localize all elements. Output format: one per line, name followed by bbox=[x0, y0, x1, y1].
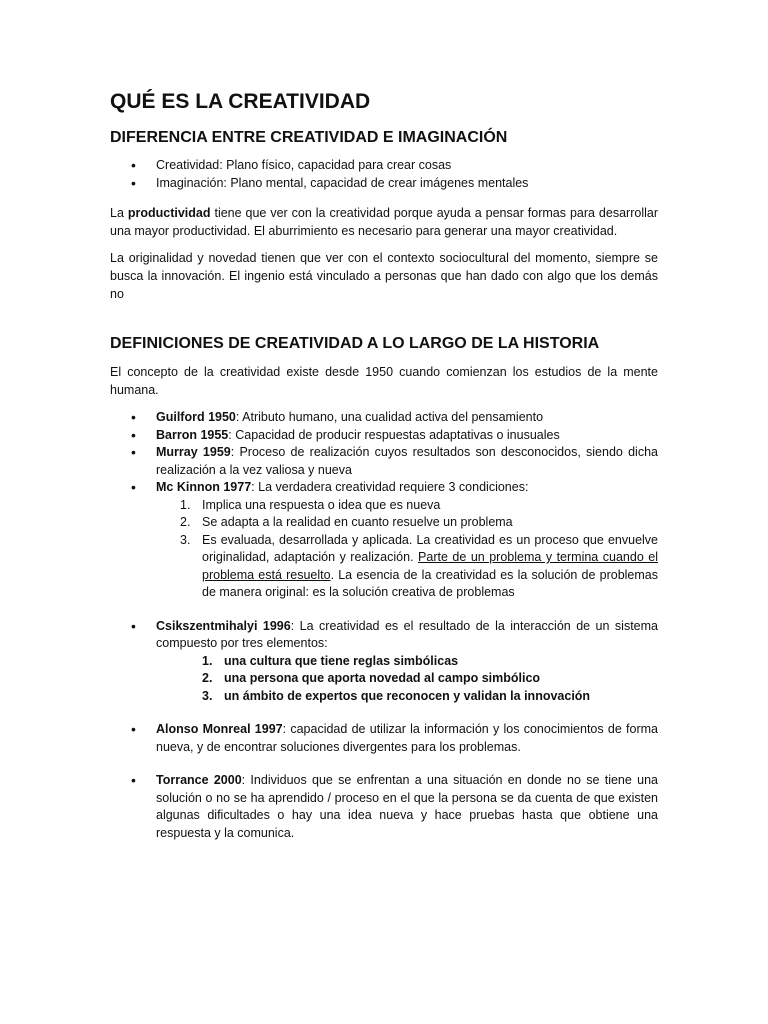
list-item: • Imaginación: Plano mental, capacidad de crear imágenes mentales bbox=[156, 175, 658, 193]
item-number: 2. bbox=[180, 515, 191, 529]
list-item: • Creatividad: Plano físico, capacidad para crear cosas bbox=[156, 157, 658, 175]
definition-text: : La verdadera creatividad requiere 3 condiciones: bbox=[251, 480, 529, 494]
definition-text: : Individuos que se enfrentan a una situación en donde no se tiene una solución o no se ha aprendido / proceso en el que la persona se da cuenta de que existen algunas dificultades o hay una idea nueva y hace pruebas hasta que obtiene una respuesta y la comunica. bbox=[156, 773, 658, 840]
paragraph-productividad bbox=[110, 204, 658, 240]
numbered-item bbox=[202, 688, 658, 706]
definition-text: : Atributo humano, una cualidad activa del pensamiento bbox=[235, 410, 544, 424]
item-text: un ámbito de expertos que reconocen y validan la innovación bbox=[224, 688, 591, 703]
text-run: tiene que ver con la creatividad porque ayuda a pensar formas para desarrollar una mayor productividad. El aburrimiento es necesario para generar una mayor creatividad. bbox=[110, 206, 658, 238]
author-name: Csikszentmihalyi 1996 bbox=[156, 618, 291, 633]
numbered-item bbox=[202, 670, 658, 688]
paragraph-originalidad: La originalidad y novedad tienen que ver con el contexto sociocultural del momento, siempre se busca la innovación. El ingenio está vinculado a personas que han dado con algo que los demás no bbox=[110, 251, 658, 301]
list-item-csikszentmihalyi bbox=[156, 618, 658, 706]
item-number: 1. bbox=[180, 497, 191, 512]
list-item-barron bbox=[156, 427, 658, 445]
item-text: Implica una respuesta o idea que es nueva bbox=[202, 497, 441, 512]
page-title: QUÉ ES LA CREATIVIDAD bbox=[110, 90, 371, 113]
document-body bbox=[110, 88, 658, 854]
numbered-list-mckinnon bbox=[156, 497, 658, 602]
numbered-item bbox=[180, 532, 658, 602]
item-number: 1. bbox=[202, 653, 213, 668]
section-heading-definiciones: DEFINICIONES DE CREATIVIDAD A LO LARGO DE LA HISTORIA bbox=[110, 335, 600, 352]
list-item-torrance bbox=[156, 772, 658, 842]
author-name: Alonso Monreal 1997 bbox=[156, 722, 283, 736]
text-run: La bbox=[110, 206, 128, 220]
author-name: Mc Kinnon 1977 bbox=[156, 480, 252, 494]
list-item-guilford bbox=[156, 409, 658, 427]
paragraph-intro: El concepto de la creatividad existe desde 1950 cuando comienzan los estudios de la mente humana. bbox=[110, 365, 658, 397]
item-text: . La esencia de la creatividad es la solución de problemas de manera original: es la solución creativa de problemas bbox=[202, 567, 658, 599]
bullet-list-diferencia bbox=[110, 157, 658, 192]
item-text: una persona que aporta novedad al campo simbólico bbox=[224, 671, 541, 685]
author-name: Murray 1959 bbox=[156, 445, 231, 459]
definition-text: : capacidad de utilizar la información y los conocimientos de forma nueva, y de encontrar soluciones divergentes para los problemas. bbox=[156, 722, 658, 754]
bullet-list-definiciones bbox=[110, 409, 658, 842]
author-name: Torrance 2000 bbox=[156, 773, 242, 787]
numbered-item bbox=[202, 653, 658, 671]
item-text: Se adapta a la realidad en cuanto resuelve un problema bbox=[202, 515, 513, 529]
author-name: Guilford 1950 bbox=[156, 410, 236, 424]
numbered-list-csikszentmihalyi bbox=[156, 653, 658, 706]
section-heading-diferencia: DIFERENCIA ENTRE CREATIVIDAD E IMAGINACIÓN bbox=[110, 129, 508, 146]
list-item-monreal bbox=[156, 721, 658, 756]
item-text: una cultura que tiene reglas simbólicas bbox=[224, 653, 459, 668]
definition-text: : Proceso de realización cuyos resultados son desconocidos, siendo dicha realización a la vez valiosa y nueva bbox=[156, 445, 658, 477]
item-number: 3. bbox=[180, 532, 191, 547]
underlined-text: Parte de un problema y termina cuando el problema está resuelto bbox=[202, 550, 658, 582]
list-item-mckinnon bbox=[156, 479, 658, 602]
definition-text: : La creatividad es el resultado de la interacción de un sistema compuesto por tres elementos: bbox=[156, 618, 658, 650]
item-number: 2. bbox=[202, 671, 213, 685]
item-text: Es evaluada, desarrollada y aplicada. La creatividad es un proceso que envuelve originalidad, adaptación y realización. bbox=[202, 532, 658, 564]
author-name: Barron 1955 bbox=[156, 427, 229, 442]
numbered-item bbox=[180, 514, 658, 532]
definition-text: : Capacidad de producir respuestas adaptativas o inusuales bbox=[228, 427, 560, 442]
item-number: 3. bbox=[202, 688, 213, 703]
list-item-murray bbox=[156, 444, 658, 479]
numbered-item bbox=[180, 497, 658, 515]
bold-term: productividad bbox=[127, 206, 211, 220]
